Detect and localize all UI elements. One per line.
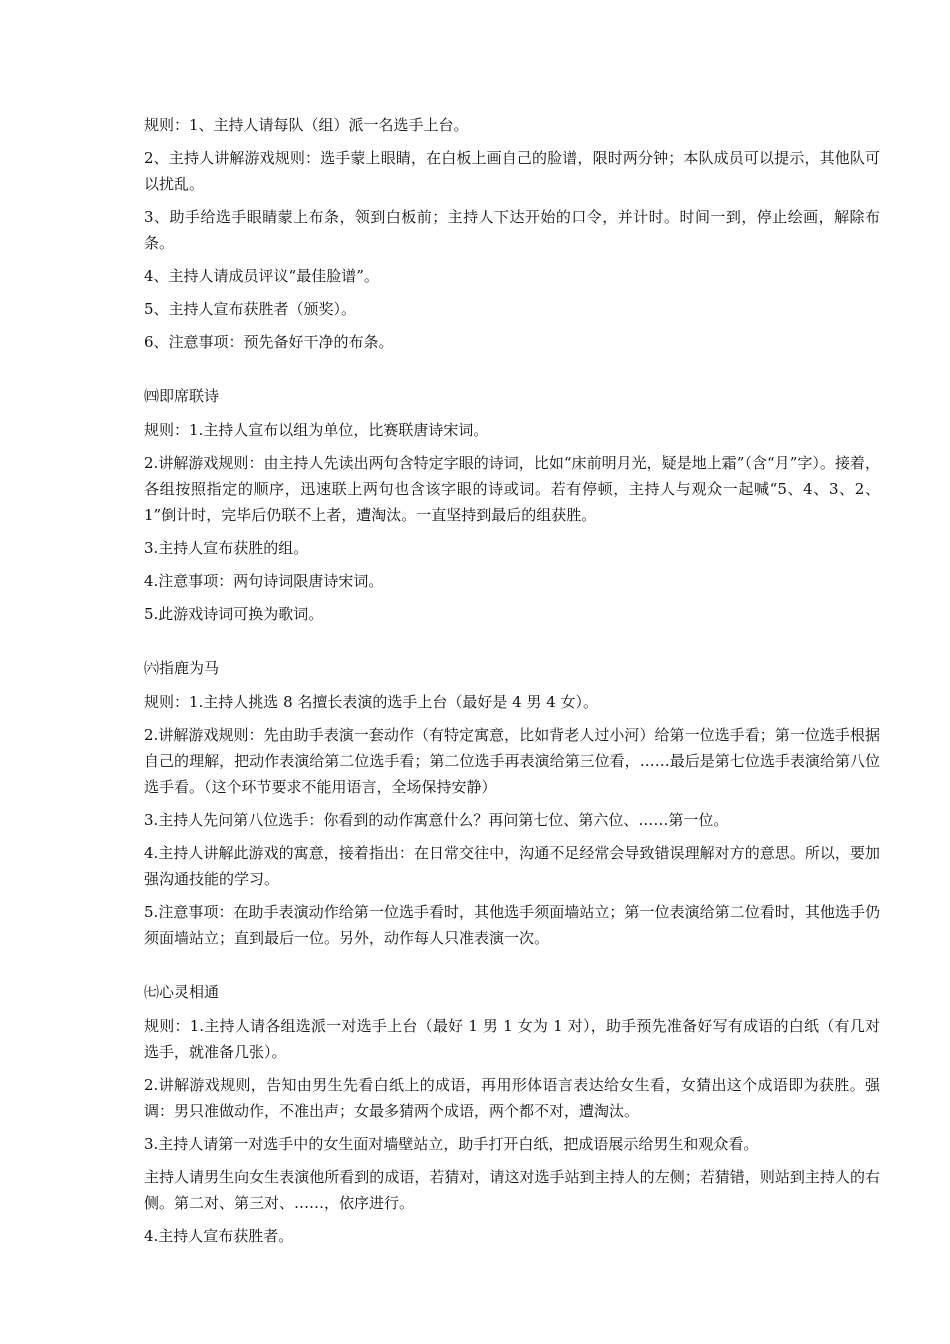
section-item: 主持人请男生向女生表演他所看到的成语，若猜对，请这对选手站到主持人的左侧；若猜错，则站到主持人的右侧。第二对、第三对、……，依序进行。 xyxy=(144,1168,880,1212)
intro-item-6: 6、注意事项：预先备好干净的布条。 xyxy=(144,333,394,351)
section-item: 3.主持人宣布获胜的组。 xyxy=(144,539,309,557)
section-item: 规则：1.主持人请各组选派一对选手上台（最好 1 男 1 女为 1 对），助手预先准备好写有成语的白纸（有几对选手，就准备几张）。 xyxy=(144,1017,880,1061)
section-item: 5.此游戏诗词可换为歌词。 xyxy=(144,605,324,623)
intro-item-3: 3、助手给选手眼睛蒙上布条，领到白板前；主持人下达开始的口令，并计时。时间一到，停止绘画，解除布条。 xyxy=(144,208,880,252)
section-deer-horse xyxy=(144,655,880,951)
section-title: ㈦心灵相通 xyxy=(144,983,220,1001)
intro-item-5: 5、主持人宣布获胜者（颁奖）。 xyxy=(144,300,357,318)
intro-item-1: 规则：1、主持人请每队（组）派一名选手上台。 xyxy=(144,116,469,134)
section-item: 规则：1.主持人挑选 8 名擅长表演的选手上台（最好是 4 男 4 女）。 xyxy=(144,693,599,711)
section-item: 4.主持人讲解此游戏的寓意，接着指出：在日常交往中，沟通不足经常会导致错误理解对方的意思。所以，要加强沟通技能的学习。 xyxy=(144,844,880,888)
section-item: 2.讲解游戏规则：由主持人先读出两句含特定字眼的诗词，比如“床前明月光，疑是地上霜”（含“月”字）。接着，各组按照指定的顺序，迅速联上两句也含该字眼的诗或词。若有停顿，主持人与观众一起喊“5、4、3、2、1”倒计时，完毕后仍联不上者，遭淘汰。一直坚持到最后的组获胜。 xyxy=(144,454,880,524)
section-title: ㈣即席联诗 xyxy=(144,387,220,405)
section-telepathy xyxy=(144,979,880,1249)
section-item: 4.主持人宣布获胜者。 xyxy=(144,1227,294,1245)
intro-section xyxy=(144,112,880,355)
section-title: ㈥指鹿为马 xyxy=(144,659,220,677)
section-item: 规则：1.主持人宣布以组为单位，比赛联唐诗宋词。 xyxy=(144,421,489,439)
section-item: 2.讲解游戏规则，告知由男生先看白纸上的成语，再用形体语言表达给女生看，女猜出这个成语即为获胜。强调：男只准做动作，不准出声；女最多猜两个成语，两个都不对，遭淘汰。 xyxy=(144,1076,880,1120)
section-item: 5.注意事项：在助手表演动作给第一位选手看时，其他选手须面墙站立；第一位表演给第二位看时，其他选手仍须面墙站立；直到最后一位。另外，动作每人只准表演一次。 xyxy=(144,903,880,947)
intro-item-2: 2、主持人讲解游戏规则：选手蒙上眼睛，在白板上画自己的脸谱，限时两分钟；本队成员可以提示，其他队可以扰乱。 xyxy=(144,149,880,193)
section-item: 2.讲解游戏规则：先由助手表演一套动作（有特定寓意，比如背老人过小河）给第一位选手看；第一位选手根据自己的理解，把动作表演给第二位选手看；第二位选手再表演给第三位看，……最后是第七位选手表演给第八位选手看。（这个环节要求不能用语言，全场保持安静） xyxy=(144,726,880,796)
intro-item-4: 4、主持人请成员评议“最佳脸谱”。 xyxy=(144,267,379,285)
section-item: 3.主持人先问第八位选手：你看到的动作寓意什么？再问第七位、第六位、……第一位。 xyxy=(144,811,729,829)
section-item: 4.注意事项：两句诗词限唐诗宋词。 xyxy=(144,572,384,590)
section-poetry xyxy=(144,383,880,627)
document-page xyxy=(144,112,880,1256)
section-item: 3.主持人请第一对选手中的女生面对墙壁站立，助手打开白纸，把成语展示给男生和观众看。 xyxy=(144,1135,759,1153)
